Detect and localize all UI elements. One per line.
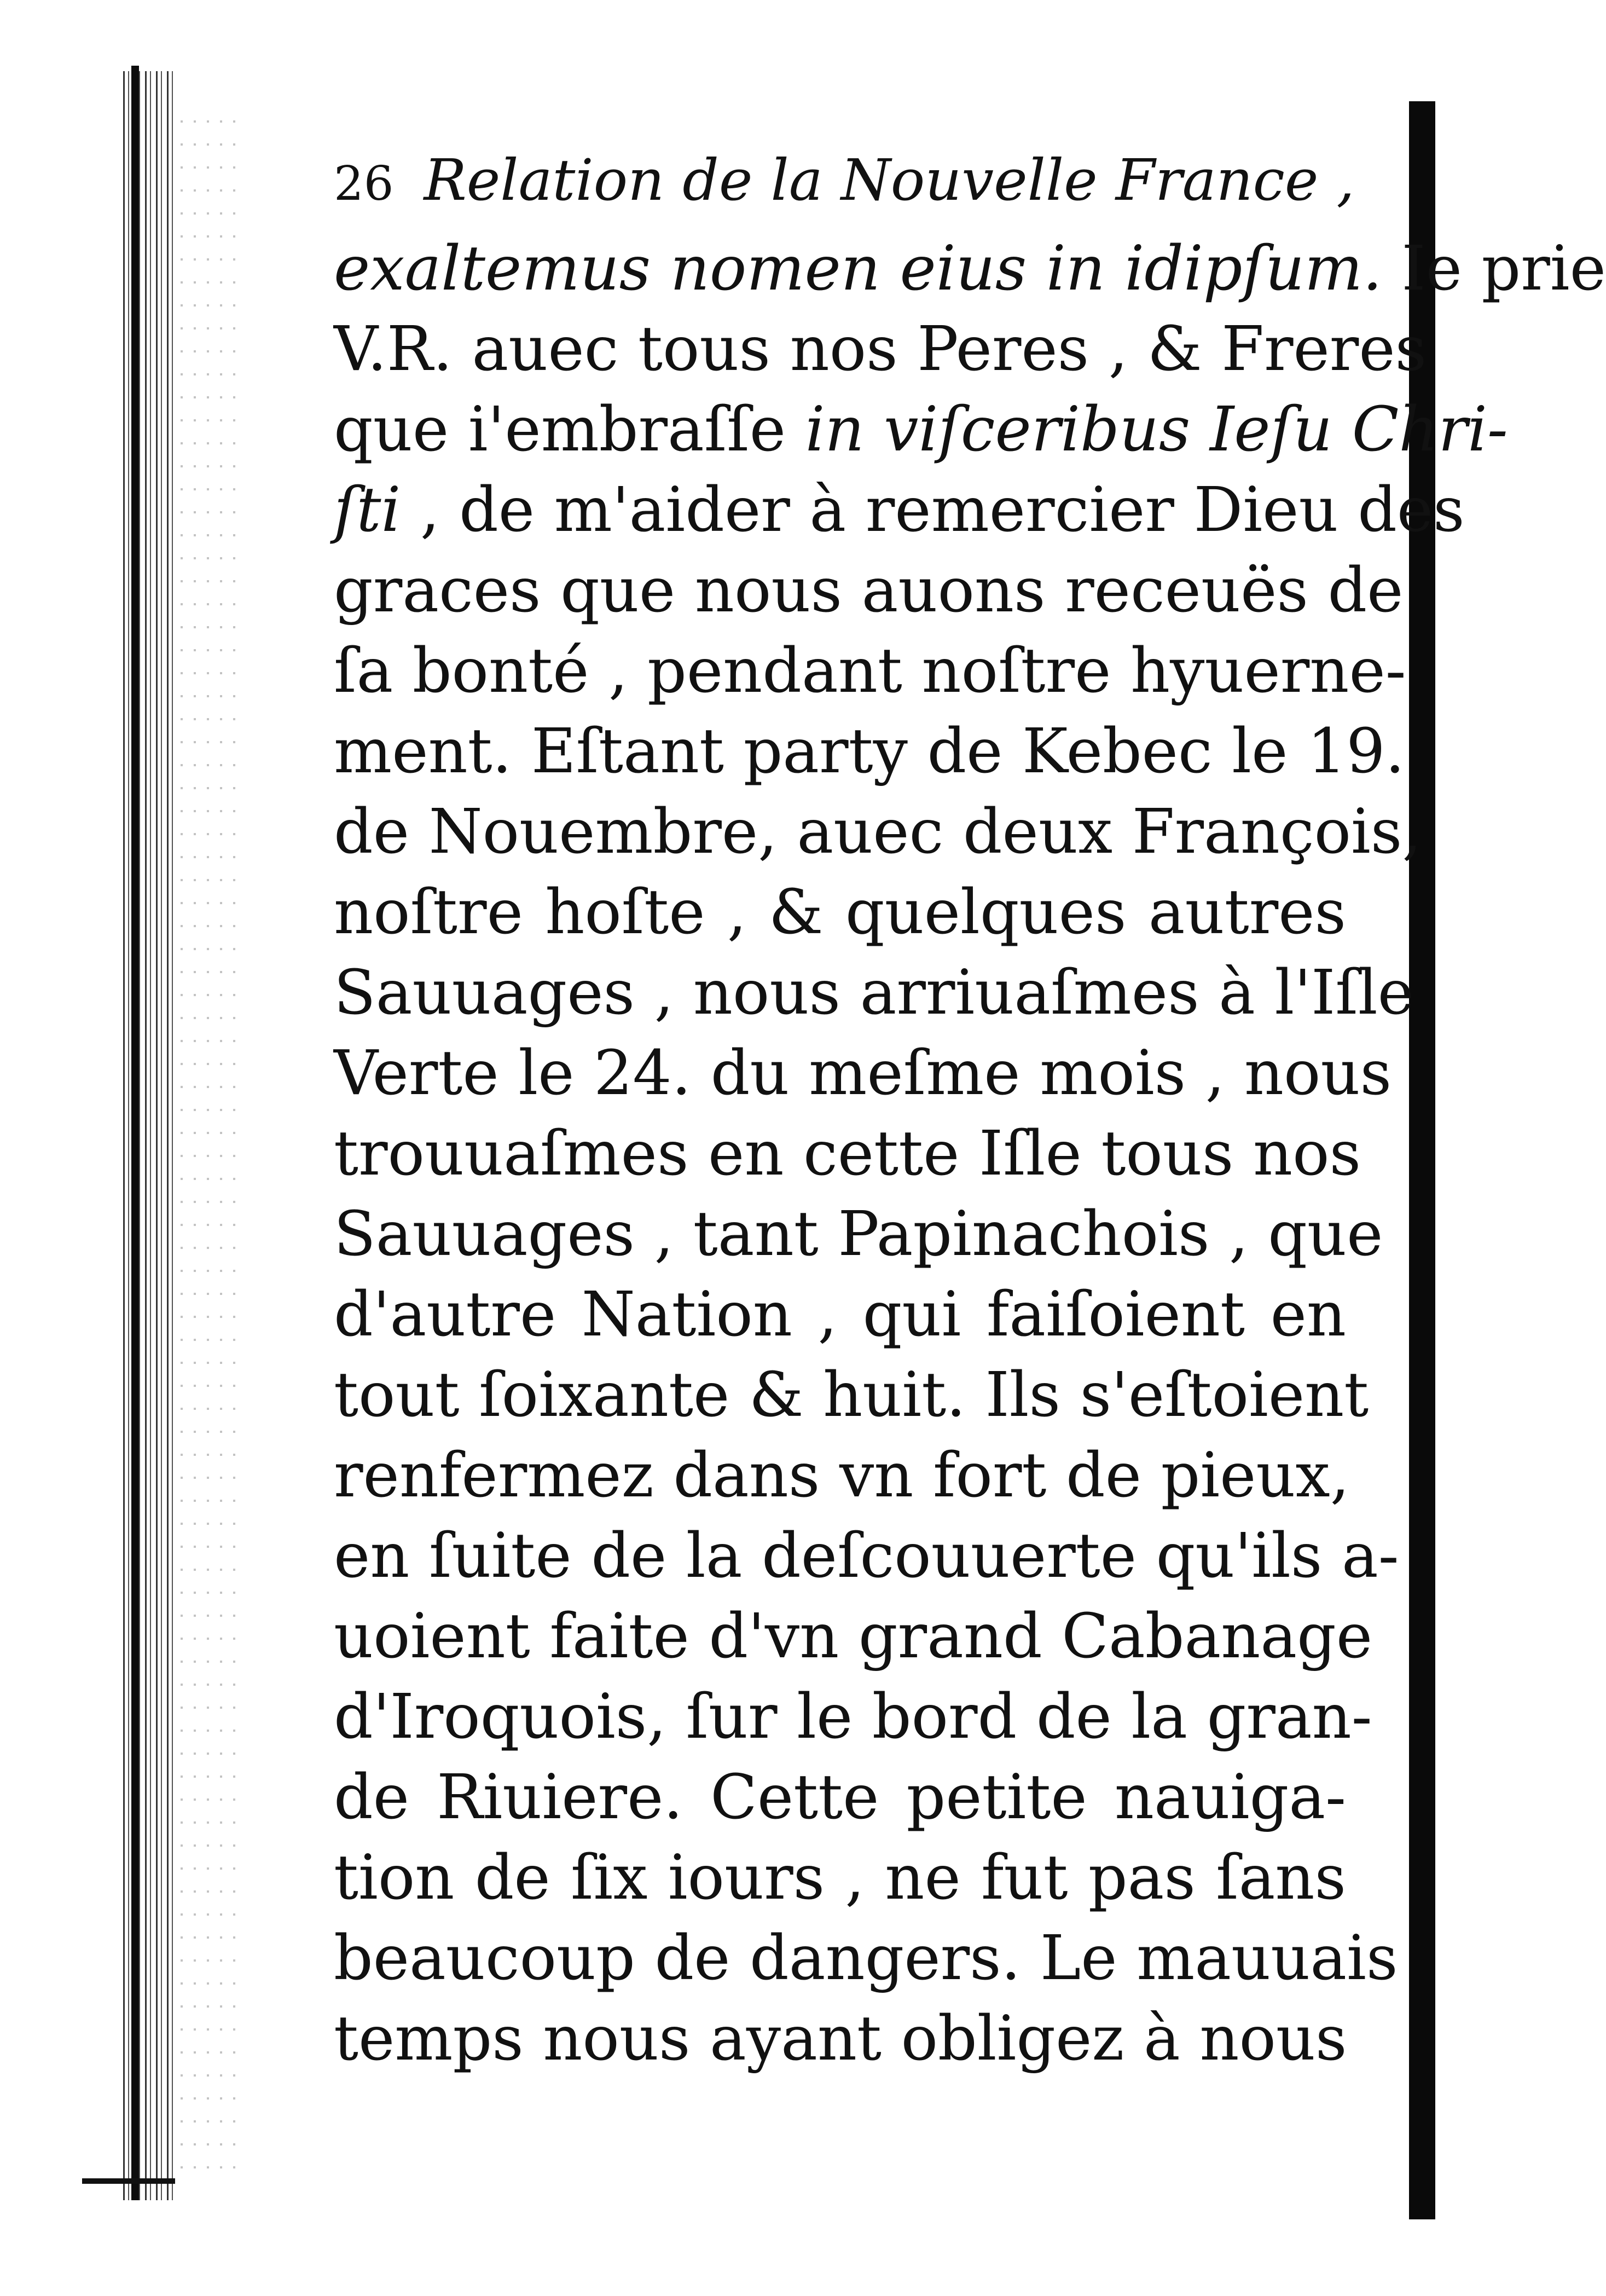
binding-line bbox=[131, 66, 139, 2200]
text-line: trouuaſmes en cette Iſle tous nos bbox=[334, 1118, 1361, 1189]
running-head bbox=[334, 147, 1355, 229]
text-line: Sauuages , nous arriuaſmes à l'Iſle bbox=[334, 957, 1414, 1028]
text-line: graces que nous auons receuës de bbox=[334, 555, 1404, 626]
text-line: d'Iroquois, ſur le bord de la gran- bbox=[334, 1681, 1372, 1753]
text-line: de Nouembre, auec deux François, bbox=[334, 796, 1422, 867]
text-line: renfermez dans vn fort de pieux, bbox=[334, 1440, 1350, 1511]
text-line: que i'embraſſe in viſceribus Ieſu Chri- bbox=[334, 394, 1508, 465]
text-line: beaucoup de dangers. Le mauuais bbox=[334, 1923, 1398, 1994]
text-line: exaltemus nomen eius in idipſum. Ie prie bbox=[334, 233, 1606, 304]
bottom-edge-mark bbox=[82, 2178, 175, 2184]
show-through-specks bbox=[181, 109, 235, 2189]
text-line: Verte le 24. du meſme mois , nous bbox=[334, 1038, 1392, 1109]
text-line: noſtre hoſte , & quelques autres bbox=[334, 877, 1346, 948]
text-line: tion de ſix iours , ne fut pas ſans bbox=[334, 1842, 1346, 1913]
text-line: ſti , de m'aider à remercier Dieu des bbox=[334, 475, 1465, 546]
text-line: Sauuages , tant Papinachois , que bbox=[334, 1199, 1383, 1270]
text-line: d'autre Nation , qui faiſoient en bbox=[334, 1279, 1346, 1350]
running-head-title: Relation de la Nouvelle France , bbox=[424, 147, 1355, 213]
text-line: temps nous ayant obligez à nous bbox=[334, 2003, 1347, 2074]
page-text-block bbox=[334, 147, 1606, 2079]
text-line: tout ſoixante & huit. Ils s'eſtoient bbox=[334, 1360, 1369, 1431]
page-number: 26 bbox=[334, 157, 394, 211]
text-line: en ſuite de la deſcouuerte qu'ils a- bbox=[334, 1520, 1399, 1592]
text-line: ſa bonté , pendant noſtre hyuerne- bbox=[334, 635, 1406, 707]
text-line: uoient faite d'vn grand Cabanage bbox=[334, 1601, 1373, 1672]
text-line: de Riuiere. Cette petite nauiga- bbox=[334, 1762, 1346, 1833]
text-line: V.R. auec tous nos Peres , & Freres bbox=[334, 314, 1427, 385]
text-line: ment. Eſtant party de Kebec le 19. bbox=[334, 716, 1405, 787]
